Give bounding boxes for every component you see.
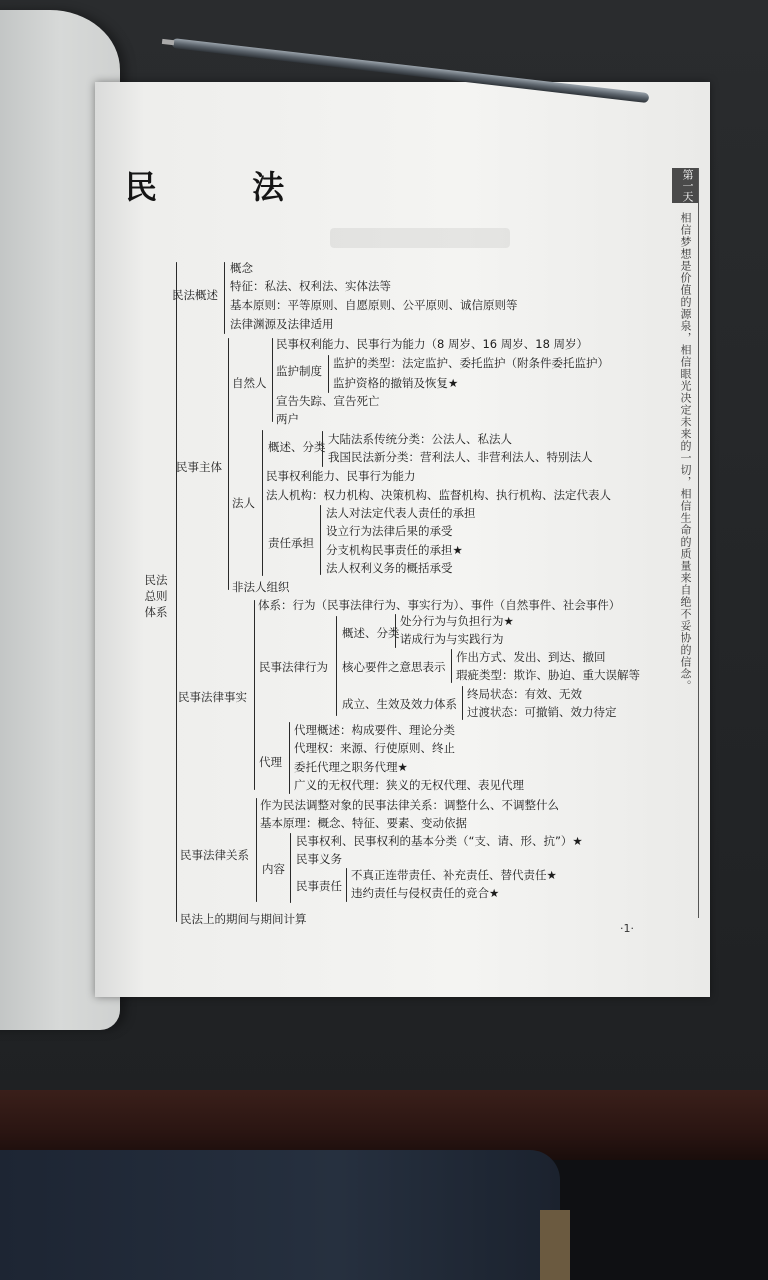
civil-liability-item: 不真正连带责任、补充责任、替代责任★ <box>351 868 557 882</box>
legal-organs: 法人机构：权力机构、决策机构、监督机构、执行机构、法定代表人 <box>266 488 611 502</box>
legal-brace <box>262 430 263 576</box>
guardian-brace <box>328 355 329 393</box>
cls-item: 诺成行为与实践行为 <box>400 632 504 646</box>
sec4-item: 作为民法调整对象的民事法律关系：调整什么、不调整什么 <box>260 798 559 812</box>
sec1-item: 基本原则：平等原则、自愿原则、公平原则、诚信原则等 <box>230 298 518 312</box>
intent-brace <box>451 649 452 683</box>
overview-brace <box>322 431 323 467</box>
guardian-item: 监护资格的撤销及恢复★ <box>333 376 459 390</box>
sec1-label: 民法概述 <box>172 288 218 302</box>
act-cls-label: 概述、分类 <box>342 626 400 640</box>
legal-capacity: 民事权利能力、民事行为能力 <box>266 469 416 483</box>
cls-brace <box>395 614 396 648</box>
content-item: 民事权利、民事权利的基本分类（“支、请、形、抗”）★ <box>296 834 583 848</box>
sec1-item: 法律渊源及法律适用 <box>230 317 334 331</box>
sec1-item: 概念 <box>230 261 253 275</box>
natural-label: 自然人 <box>232 376 267 390</box>
validity-brace <box>462 686 463 720</box>
agency-item: 委托代理之职务代理★ <box>294 760 408 774</box>
page-number: ·1· <box>620 922 634 935</box>
sec4-brace <box>256 798 257 902</box>
liability-brace <box>320 505 321 575</box>
side-quote: 相信梦想是价值的源泉，相信眼光决定未来的一切，相信生命的质量来自绝不妥协的信念。 <box>679 212 692 692</box>
sec4-item: 基本原理：概念、特征、要素、变动依据 <box>260 816 467 830</box>
root-brace <box>176 262 177 922</box>
cls-item: 处分行为与负担行为★ <box>400 614 514 628</box>
sec3-label: 民事法律事实 <box>178 690 247 704</box>
agency-label: 代理 <box>259 755 282 769</box>
intent-item: 作出方式、发出、到达、撤回 <box>456 650 606 664</box>
civil-liability-brace <box>346 868 347 902</box>
liability-item: 分支机构民事责任的承担★ <box>326 543 463 557</box>
sec1-item: 特征：私法、权利法、实体法等 <box>230 279 391 293</box>
natural-brace <box>272 338 273 422</box>
legal-overview-label: 概述、分类 <box>268 440 326 454</box>
intent-label: 核心要件之意思表示 <box>342 660 446 674</box>
sec3-system: 体系：行为（民事法律行为、事实行为）、事件（自然事件、社会事件） <box>258 598 621 612</box>
act-brace <box>336 616 337 716</box>
agency-item: 广义的无权代理：狭义的无权代理、表见代理 <box>294 778 524 792</box>
sec5-label: 民法上的期间与期间计算 <box>180 912 307 926</box>
page-title: 民 法 <box>125 168 327 206</box>
legal-label: 法人 <box>232 496 255 510</box>
overview-item: 我国民法新分类：营利法人、非营利法人、特别法人 <box>328 450 593 464</box>
civil-liability-item: 违约责任与侵权责任的竞合★ <box>351 886 500 900</box>
validity-item: 终局状态：有效、无效 <box>467 687 582 701</box>
sec4-label: 民事法律关系 <box>180 848 249 862</box>
agency-brace <box>289 722 290 794</box>
sec2-label: 民事主体 <box>176 460 222 474</box>
households: 两户 <box>276 412 299 426</box>
guardian-label: 监护制度 <box>276 364 322 378</box>
overview-item: 大陆法系传统分类：公法人、私法人 <box>328 432 512 446</box>
act-label: 民事法律行为 <box>259 660 328 674</box>
agency-item: 代理权：来源、行使原则、终止 <box>294 741 455 755</box>
sec1-brace <box>224 262 225 334</box>
content-brace <box>290 833 291 903</box>
natural-capacity: 民事权利能力、民事行为能力（8 周岁、16 周岁、18 周岁） <box>276 337 589 351</box>
validity-item: 过渡状态：可撤销、效力待定 <box>467 705 617 719</box>
guardian-item: 监护的类型：法定监护、委托监护（附条件委托监护） <box>333 356 609 370</box>
agency-item: 代理概述：构成要件、理论分类 <box>294 723 455 737</box>
intent-item: 瑕疵类型：欺诈、胁迫、重大误解等 <box>456 668 640 682</box>
missing-declaration: 宣告失踪、宣告死亡 <box>276 394 380 408</box>
sec2-brace <box>228 338 229 590</box>
liability-item: 设立行为法律后果的承受 <box>326 524 453 538</box>
liability-item: 法人权利义务的概括承受 <box>326 561 453 575</box>
validity-label: 成立、生效及效力体系 <box>342 697 457 711</box>
content-label: 内容 <box>262 862 285 876</box>
civil-liability-label: 民事责任 <box>296 879 342 893</box>
liability-label: 责任承担 <box>268 536 314 550</box>
sec3-brace <box>254 600 255 790</box>
root-node: 民法总则体系 <box>144 573 168 619</box>
side-tab-day: 第一天 <box>672 168 698 203</box>
content-item: 民事义务 <box>296 852 342 866</box>
non-legal-org: 非法人组织 <box>232 580 290 594</box>
liability-item: 法人对法定代表人责任的承担 <box>326 506 476 520</box>
